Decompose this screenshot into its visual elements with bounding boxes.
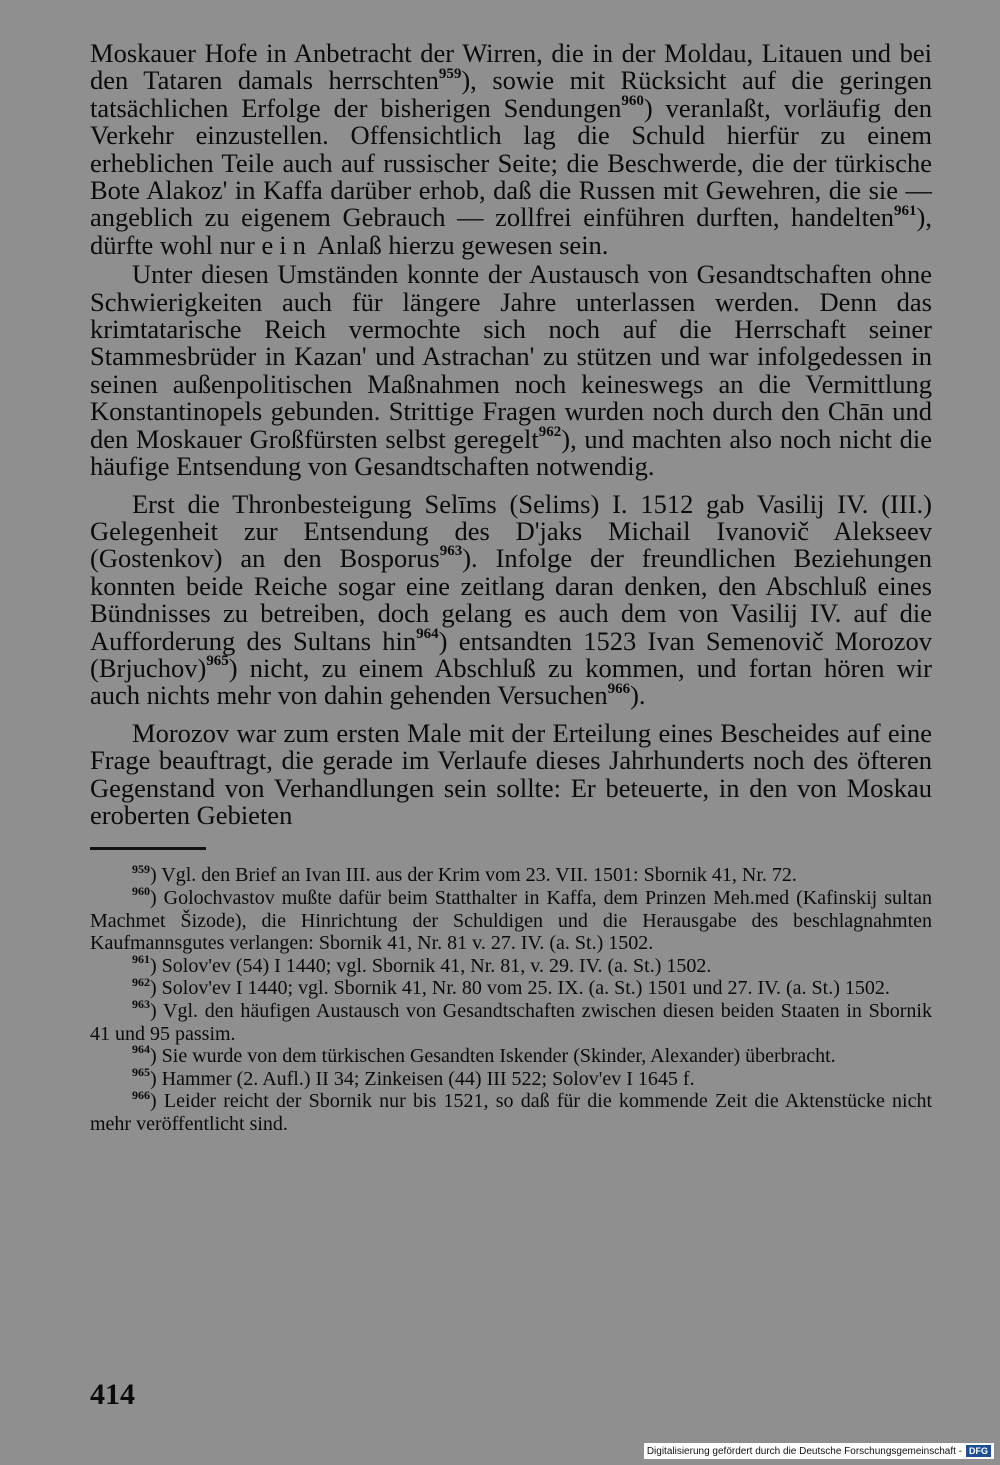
footnote-ref-962: 962 — [538, 423, 562, 440]
paragraph-1: Moskauer Hofe in Anbetracht der Wirren, die in der Moldau, Litauen und bei den Tataren damals herrschten$^{959}$), sowie mit Rücksicht auf die geringen tatsächlichen Erfolge der bisherigen Sendungen$^{960}$) veranlaßt, vorläufig den Verkehr einzustellen. Offensichtlich lag die Schuld hierfür zu einem erheblichen Teile auch auf russischer Seite; die Beschwerde, die der türkische Bote Alakoz' in Kaffa darüber erhob, daß die Russen mit Gewehren, die sie — angeblich zu eigenem Gebrauch — zollfrei einführen durften, handelten$^{961}$), dürfte wohl nur ein Anlaß hierzu gewesen sein. — [90, 38, 933, 260]
paragraph-2: Unter diesen Umständen konnte der Austausch von Gesandtschaften ohne Schwierigkeiten auch für längere Jahre unterlassen werden. Denn das krimtatarische Reich vermochte sich noch auf die Herrschaft seiner Stammesbrüder in Kazan' und Astrachan' zu stützen und war infolgedessen in seinen außenpolitischen Maßnahmen noch keineswegs an die Vermittlung Konstantinopels gebunden. Strittige Fragen wurden noch durch den Chān und den Moskauer Großfürsten selbst geregelt$^{962}$), und machten also noch nicht die häufige Entsendung von Gesandtschaften notwendig. — [90, 259, 932, 482]
footnote-ref-965: 965 — [206, 653, 229, 670]
footnote-961: $^{961}$) Solov'ev (54) I 1440; vgl. Sbornik 41, Nr. 81, v. 29. IV. (a. St.) 1502. — [132, 952, 712, 977]
dfg-logo-icon: DFG — [966, 1445, 991, 1457]
footnote-ref-966: 966 — [607, 680, 631, 697]
footnote-960: $^{960}$) Golochvastov mußte dafür beim Statthalter in Kaffa, dem Prinzen Meh.med (Kafinskij sultan Machmet Šizode), die Hinrichtung der Schuldigen und die Herausgabe des beschlagnahmten Kaufmannsgutes verlangen: Sbornik 41, Nr. 81 v. 27. IV. (a. St.) 1502. — [90, 884, 932, 955]
footnote-964: $^{964}$) Sie wurde von dem türkischen Gesandten Iskender (Skinder, Alexander) überbracht. — [132, 1042, 836, 1068]
digitization-credit — [644, 1443, 994, 1459]
footnote-ref-963: 963 — [439, 543, 463, 560]
footnote-959: $^{959}$) Vgl. den Brief an Ivan III. aus der Krim vom 23. VII. 1501: Sbornik 41, Nr. 72. — [132, 861, 797, 887]
credit-text: Digitalisierung gefördert durch die Deutsche Forschungsgemeinschaft - — [646, 1445, 962, 1457]
main-text — [90, 40, 932, 829]
footnotes — [90, 861, 932, 1135]
footnote-962: $^{962}$) Solov'ev I 1440; vgl. Sbornik 41, Nr. 80 vom 25. IX. (a. St.) 1501 und 27. IV. (a. St.) 1502. — [132, 974, 890, 1000]
footnote-ref-961: 961 — [894, 202, 917, 219]
footnote-963: $^{963}$) Vgl. den häufigen Austausch von Gesandtschaften zwischen diesen beiden Staaten in Sbornik 41 und 95 passim. — [90, 997, 932, 1045]
emphasis-ein: ein — [261, 229, 312, 260]
footnote-divider — [90, 847, 206, 850]
page-number: 414 — [90, 1378, 135, 1411]
paragraph-4: Morozov war zum ersten Male mit der Erteilung eines Bescheides auf eine Frage beauftragt, die gerade im Verlaufe dieses Jahrhunderts noch des öfteren Gegenstand von Verhandlungen sein sollte: Er beteuerte, in den von Moskau eroberten Gebieten — [90, 717, 932, 830]
page-content — [90, 40, 932, 1136]
footnote-ref-964: 964 — [416, 625, 439, 642]
footnote-966: $^{966}$) Leider reicht der Sbornik nur bis 1521, so daß für die kommende Zeit die Aktenstücke nicht mehr veröffentlicht sind. — [90, 1087, 932, 1135]
footnote-ref-959: 959 — [438, 65, 462, 82]
paragraph-3: Erst die Thronbesteigung Selīms (Selims) I. 1512 gab Vasilij IV. (III.) Gelegenheit zur Entsendung des D'jaks Michail Ivanovič Alekseev (Gostenkov) an den Bosporus$^{963}$). Infolge der freundlichen Beziehungen konnten beide Reiche sogar eine zeitlang daran denken, den Abschluß eines Bündnisses zu betreiben, doch gelang es auch dem von Vasilij IV. auf die Aufforderung des Sultans hin$^{964}$) entsandten 1523 Ivan Semenovič Morozov (Brjuchov)$^{965}$) nicht, zu einem Abschluß zu kommen, und fortan hören wir auch nichts mehr von dahin gehenden Versuchen$^{966}$). — [90, 488, 932, 711]
footnote-ref-960: 960 — [621, 92, 644, 109]
footnote-965: $^{965}$) Hammer (2. Aufl.) II 34; Zinkeisen (44) III 522; Solov'ev I 1645 f. — [132, 1065, 695, 1090]
